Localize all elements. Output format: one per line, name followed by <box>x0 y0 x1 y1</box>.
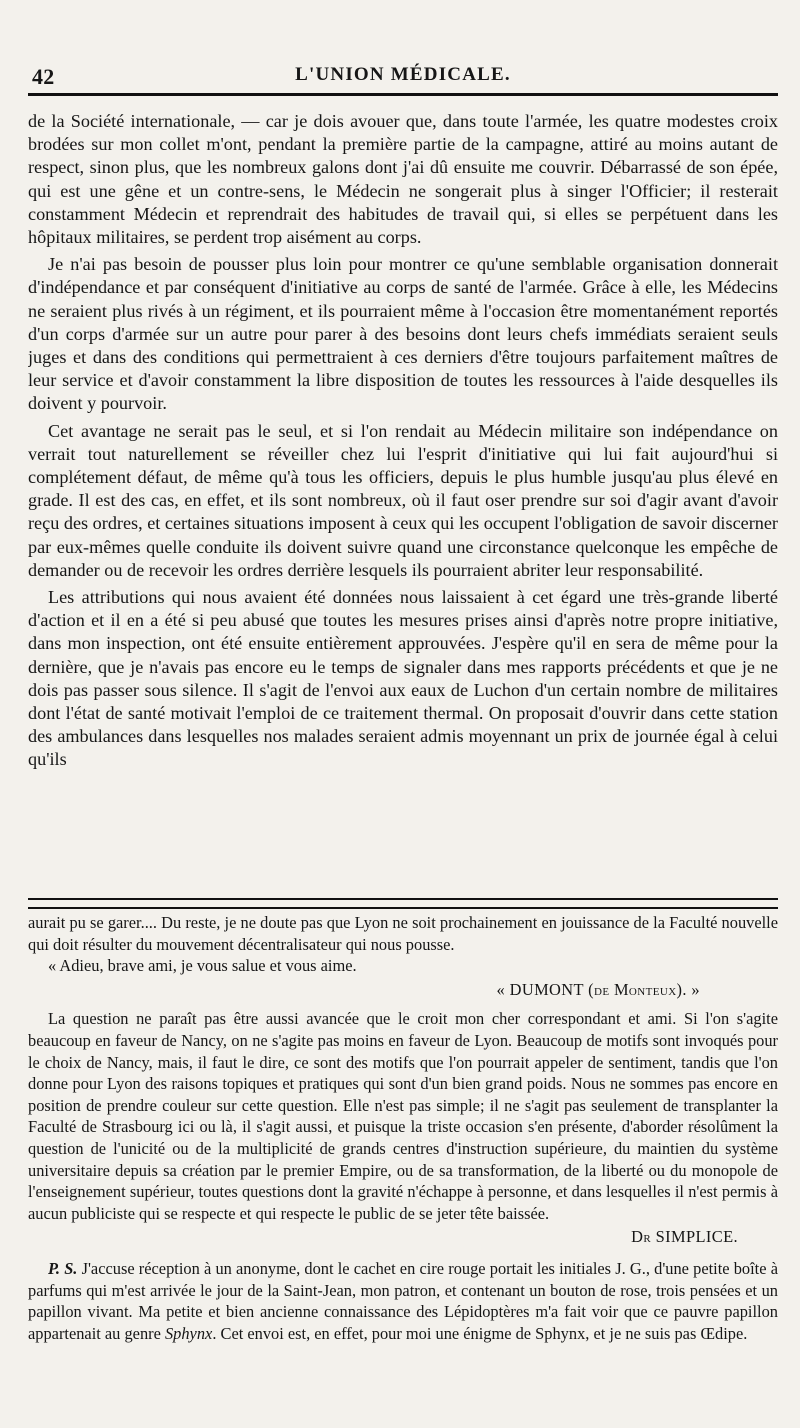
letter-end: aurait pu se garer.... Du reste, je ne doute pas que Lyon ne soit prochainement en jouissance de la Faculté nouvelle qui doit résulter du mouvement décentralisateur qui nous pousse. <box>28 913 778 954</box>
journal-title: L'UNION MÉDICALE. <box>295 64 511 85</box>
page-number: 42 <box>32 64 55 89</box>
postscript-label: P. S. <box>48 1258 78 1278</box>
postscript-text-1: J'accuse réception à un anonyme, dont le cachet en cire rouge portait les initiales J. G., d'une petite boîte à parfums qui m'est arrivée le jour de la Saint-Jean, mon patron, et contenant un bouton de rose, trois pensées et un papillon vivant. Ma petite et bien ancienne connaissance des Lépidoptères m'a fait voir que ce pauvre papillon appartenait au genre <box>28 1258 778 1343</box>
postscript-paragraph <box>28 1258 778 1344</box>
commentary-paragraph: La question ne paraît pas être aussi avancée que le croit mon cher correspondant et ami. Si l'on s'agite beaucoup en faveur de Nancy, on ne s'agite pas moins en faveur de Lyon. Beaucoup de motifs sont invoqués pour le choix de Nancy, mais, il faut le dire, ce sont des motifs que l'on pourrait appeler de sentiment, tandis que l'on donne pour Lyon des raisons topiques et pratiques qui sont d'un bien grand poids. Nous ne sommes pas encore en position de prendre couleur sur cette question. Elle n'est pas simple; il ne s'agit pas seulement de transplanter la Faculté de Strasbourg ici ou là, il s'agit aussi, et puisque la triste occasion s'en présente, d'aborder résolûment la question de l'unicité ou de la multiplicité de grands centres d'instruction supérieure, du maintien du système universitaire depuis sa création par le premier Empire, ou de sa transformation, de la liberté ou du monopole de l'enseignement supérieur, toutes questions dont la gravité n'échappe à personne, et dans lesquelles il n'est permis à aucun publiciste qui se respecte et qui respecte le public de se jeter tête baissée. <box>28 1009 778 1223</box>
paragraph-1: de la Société internationale, — car je dois avouer que, dans toute l'armée, les quatre modestes croix brodées sur mon collet m'ont, pendant la première partie de la campagne, attiré au moins autant de respect, sinon plus, que les nombreux galons dont j'ai dû ensuite me couvrir. Débarrassé de son épée, qui est une gêne et un contre-sens, le Médecin ne songerait plus à singer l'Officier; il resterait constamment Médecin et reprendrait des habitudes de travail qui, si elles se perpétuent dans les hôpitaux militaires, se perdent trop aisément au corps. <box>28 111 778 248</box>
signature-dumont-text: « DUMONT (de Monteux). » <box>496 979 700 999</box>
paragraph-3: Cet avantage ne serait pas le seul, et si l'on rendait au Médecin militaire son indépendance on verrait tout naturellement se réveiller chez lui l'esprit d'initiative qui lui fait aujourd'hui si complétement défaut, de même qu'à tous les officiers, depuis le plus humble jusqu'au plus élevé en grade. Il est des cas, en effet, et ils sont nombreux, où il faut oser prendre sur soi d'agir avant d'avoir reçu des ordres, et certaines situations imposent à ceux qui les occupent l'obligation de savoir discerner par eux-mêmes quelle conduite ils doivent suivre quand une circonstance quelconque les empêche de demander ou de recevoir les ordres derrière lesquels ils pourraient abriter leur responsabilité. <box>28 420 778 580</box>
farewell-line: « Adieu, brave ami, je vous salue et vous aime. <box>48 956 357 976</box>
postscript-genus: Sphynx <box>164 1323 213 1343</box>
signature-simplice <box>28 1226 778 1248</box>
page-header <box>28 60 778 94</box>
postscript-text-2: . Cet envoi est, en effet, pour moi une énigme de Sphynx, et je ne suis pas Œdipe. <box>212 1323 748 1343</box>
main-article <box>28 110 778 890</box>
paragraph-2: Je n'ai pas besoin de pousser plus loin pour montrer ce qu'une semblable organisation donnerait d'indépendance et par conséquent d'initiative au corps de santé de l'armée. Grâce à elle, les Médecins ne seraient plus rivés à un régiment, et ils pourraient même à l'occasion être momentanément reportés d'un corps d'armée sur un autre pour parer à des besoins dont leurs chefs immédiats seraient seuls juges et dans des conditions qui permettraient à ces derniers d'être toujours parfaitement maîtres de leur service et d'avoir constamment la libre disposition de toutes les ressources à l'aide desquelles ils doivent y pourvoir. <box>28 254 778 414</box>
correspondence-section <box>28 912 778 1422</box>
signature-dumont <box>28 979 778 1001</box>
header-rule <box>28 93 778 96</box>
section-divider <box>28 898 778 909</box>
signature-simplice-text: Dr SIMPLICE. <box>631 1227 738 1247</box>
paragraph-4: Les attributions qui nous avaient été données nous laissaient à cet égard une très-grande liberté d'action et il en a été si peu abusé que toutes les mesures prises ainsi d'après notre propre initiative, dans mon inspection, ont été ensuite entièrement approuvées. J'espère qu'il en sera de même pour la dernière, que je n'avais pas encore eu le temps de signaler dans mes rapports précédents et que je ne dois pas passer sous silence. Il s'agit de l'envoi aux eaux de Luchon d'un certain nombre de militaires dont l'état de santé motivait l'emploi de ce traitement thermal. On proposait d'ouvrir dans cette station des ambulances dans lesquelles nos malades seraient admis moyennant un prix de journée égal à celui qu'ils <box>28 587 778 770</box>
